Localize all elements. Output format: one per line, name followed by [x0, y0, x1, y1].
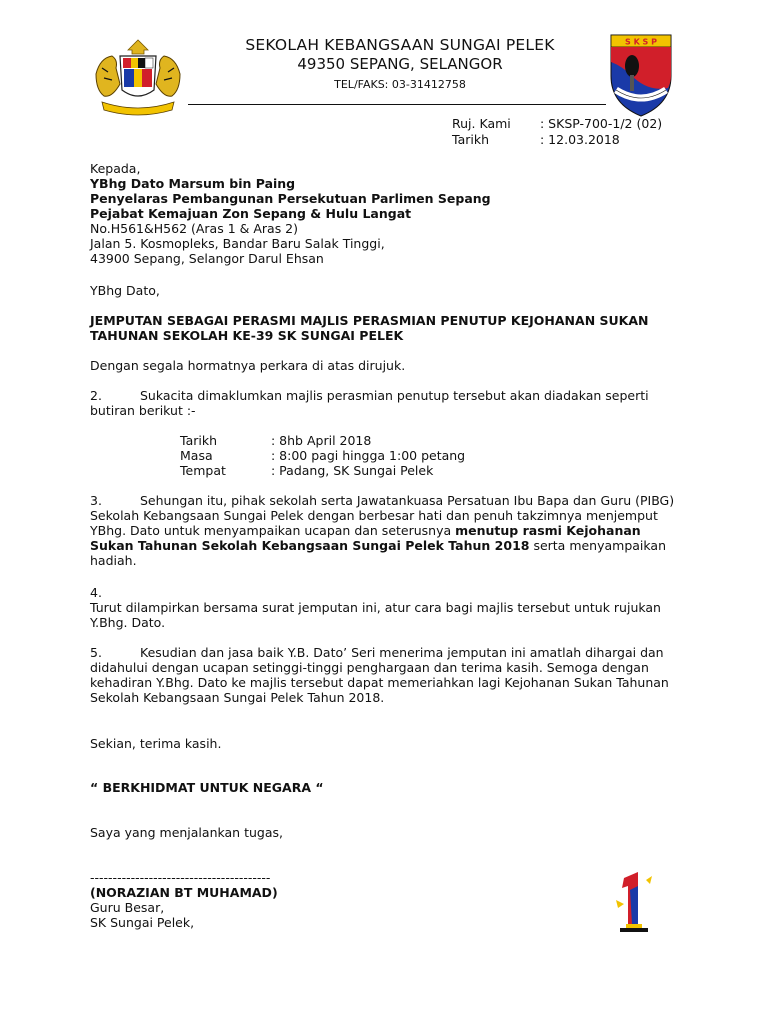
- recipient-address-line-2: Jalan 5. Kosmopleks, Bandar Baru Salak Tinggi,: [90, 236, 385, 251]
- school-logo-text: S K S P: [625, 37, 657, 47]
- subject: [90, 313, 678, 343]
- paragraph-3: [90, 493, 678, 568]
- recipient-block: [90, 161, 678, 266]
- paragraph-3-line-4: serta menyampaikan: [529, 538, 667, 553]
- detail-row-venue: [180, 463, 465, 478]
- paragraph-5-line-2: didahului dengan ucapan setinggi-tinggi penghargaan dan terima kasih. Semoga dengan: [90, 660, 649, 675]
- date-label: Tarikh: [452, 132, 489, 147]
- signer-open-paren: (: [90, 885, 96, 900]
- reference-number: : SKSP-700-1/2 (02): [540, 116, 663, 131]
- recipient-name: YBhg Dato Marsum bin Paing: [90, 176, 296, 191]
- detail-value: : 8:00 pagi hingga 1:00 petang: [271, 448, 466, 463]
- signer-position: Guru Besar,: [90, 900, 165, 915]
- recipient-address-line-3: 43900 Sepang, Selangor Darul Ehsan: [90, 251, 324, 266]
- paragraph-3-emphasis-2: Sukan Tahunan Sekolah Kebangsaan Sungai Pelek Tahun 2018: [90, 538, 530, 553]
- paragraph-2: [90, 388, 678, 418]
- one-malaysia-logo: [612, 870, 654, 934]
- subject-line-2: TAHUNAN SEKOLAH KE-39 SK SUNGAI PELEK: [90, 328, 404, 343]
- detail-row-time: [180, 448, 465, 463]
- paragraph-3-number: 3.: [90, 493, 102, 508]
- paragraph-4: [90, 585, 678, 630]
- letter-date: : 12.03.2018: [540, 132, 620, 147]
- signer-school: SK Sungai Pelek,: [90, 915, 195, 930]
- paragraph-3-line-5: hadiah.: [90, 553, 137, 568]
- paragraph-2-line-2: butiran berikut :-: [90, 403, 196, 418]
- salutation: YBhg Dato,: [90, 283, 160, 298]
- paragraph-3-line-2: Sekolah Kebangsaan Sungai Pelek dengan berbesar hati dan penuh takzimnya menjemput: [90, 508, 658, 523]
- detail-label: Tarikh: [180, 433, 217, 448]
- paragraph-4-line-2: Y.Bhg. Dato.: [90, 615, 166, 630]
- school-address: 49350 SEPANG, SELANGOR: [297, 55, 503, 73]
- paragraph-5-line-3: kehadiran Y.Bhg. Dato ke majlis tersebut dapat memeriahkan lagi Kejohanan Sukan Tahunan: [90, 675, 669, 690]
- detail-label: Tempat: [180, 463, 226, 478]
- school-name: SEKOLAH KEBANGSAAN SUNGAI PELEK: [245, 36, 555, 54]
- event-details: [180, 433, 465, 478]
- closing-thanks: Sekian, terima kasih.: [90, 736, 222, 751]
- paragraph-4-line-1: Turut dilampirkan bersama surat jemputan ini, atur cara bagi majlis tersebut untuk rujukan: [90, 600, 661, 615]
- paragraph-2-number: 2.: [90, 388, 102, 403]
- motto: “ BERKHIDMAT UNTUK NEGARA “: [90, 780, 324, 795]
- school-shield-logo: [608, 32, 674, 118]
- detail-value: : 8hb April 2018: [271, 433, 372, 448]
- letterhead: [200, 36, 600, 93]
- paragraph-5-line-1: Kesudian dan jasa baik Y.B. Dato’ Seri menerima jemputan ini amatlah dihargai dan: [140, 645, 664, 660]
- signature-block: [90, 870, 678, 930]
- signer: [90, 885, 678, 900]
- letterhead-divider: [188, 104, 606, 105]
- paragraph-5-line-4: Sekolah Kebangsaan Sungai Pelek Tahun 2018.: [90, 690, 385, 705]
- detail-label: Masa: [180, 448, 213, 463]
- coat-of-arms-logo: [90, 38, 186, 118]
- paragraph-5: [90, 645, 678, 705]
- detail-value: : Padang, SK Sungai Pelek: [271, 463, 434, 478]
- paragraph-3-line-1: Sehungan itu, pihak sekolah serta Jawatankuasa Persatuan Ibu Bapa dan Guru (PIBG): [140, 493, 675, 508]
- signer-close-paren: ): [271, 885, 278, 900]
- paragraph-1: Dengan segala hormatnya perkara di atas dirujuk.: [90, 358, 406, 373]
- detail-row-date: [180, 433, 465, 448]
- reference-block: [452, 116, 662, 148]
- signature-line: ----------------------------------------: [90, 870, 271, 885]
- recipient-title: Penyelaras Pembangunan Persekutuan Parlimen Sepang: [90, 191, 491, 206]
- reference-label: Ruj. Kami: [452, 116, 511, 131]
- closing-duty: Saya yang menjalankan tugas,: [90, 825, 283, 840]
- recipient-office: Pejabat Kemajuan Zon Sepang & Hulu Langat: [90, 206, 412, 221]
- subject-line-1: JEMPUTAN SEBAGAI PERASMI MAJLIS PERASMIAN PENUTUP KEJOHANAN SUKAN: [90, 313, 649, 328]
- paragraph-3-emphasis-1: menutup rasmi Kejohanan: [455, 523, 641, 538]
- school-telephone: TEL/FAKS: 03-31412758: [334, 78, 466, 91]
- recipient-kepada: Kepada,: [90, 161, 141, 176]
- recipient-address-line-1: No.H561&H562 (Aras 1 & Aras 2): [90, 221, 299, 236]
- paragraph-5-number: 5.: [90, 645, 102, 660]
- paragraph-2-line-1: Sukacita dimaklumkan majlis perasmian penutup tersebut akan diadakan seperti: [140, 388, 649, 403]
- paragraph-4-number: 4.: [90, 585, 102, 600]
- paragraph-3-line-3: YBhg. Dato untuk menyampaikan ucapan dan seterusnya: [90, 523, 456, 538]
- signer-name: NORAZIAN BT MUHAMAD: [95, 885, 272, 900]
